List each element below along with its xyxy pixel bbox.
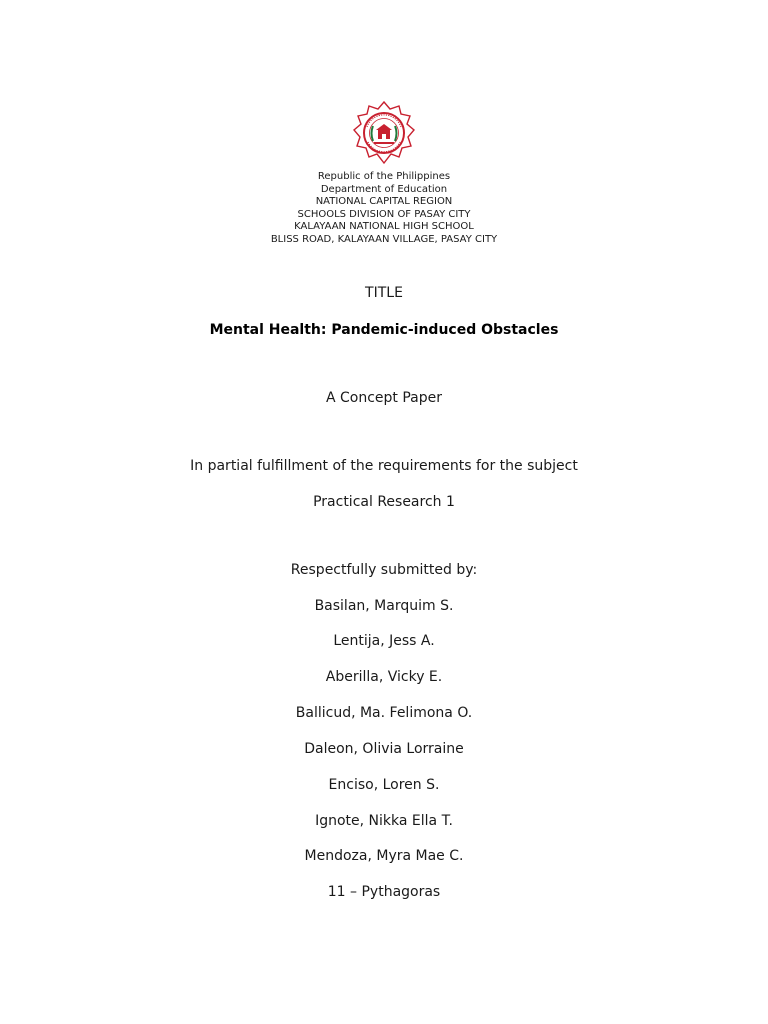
school-header — [0, 171, 768, 247]
header-line-division: SCHOOLS DIVISION OF PASAY CITY — [297, 208, 471, 220]
author-name: Aberilla, Vicky E. — [325, 669, 443, 685]
header-line-address: BLISS ROAD, KALAYAAN VILLAGE, PASAY CITY — [270, 233, 498, 245]
author-name: Lentija, Jess A. — [333, 633, 435, 649]
author-name: Ignote, Nikka Ella T. — [315, 813, 453, 829]
header-line-deped: Department of Education — [320, 183, 448, 195]
subject-name: Practical Research 1 — [313, 494, 455, 510]
paper-type: A Concept Paper — [325, 390, 443, 406]
fulfillment-statement: In partial fulfillment of the requirements for the subject — [190, 458, 578, 474]
section-name: 11 – Pythagoras — [327, 884, 441, 900]
author-name: Ballicud, Ma. Felimona O. — [295, 705, 473, 721]
title-label: TITLE — [365, 285, 403, 301]
header-line-republic: Republic of the Philippines — [317, 171, 451, 182]
school-seal-icon — [349, 101, 419, 165]
author-name: Daleon, Olivia Lorraine — [304, 741, 464, 757]
submitted-by-label: Respectfully submitted by: — [290, 562, 478, 578]
author-name: Basilan, Marquim S. — [314, 598, 454, 614]
author-name: Enciso, Loren S. — [328, 777, 440, 793]
paper-title: Mental Health: Pandemic-induced Obstacles — [209, 322, 559, 338]
author-name: Mendoza, Myra Mae C. — [304, 848, 464, 864]
header-line-school: KALAYAAN NATIONAL HIGH SCHOOL — [294, 221, 474, 233]
header-line-region: NATIONAL CAPITAL REGION — [315, 196, 453, 208]
